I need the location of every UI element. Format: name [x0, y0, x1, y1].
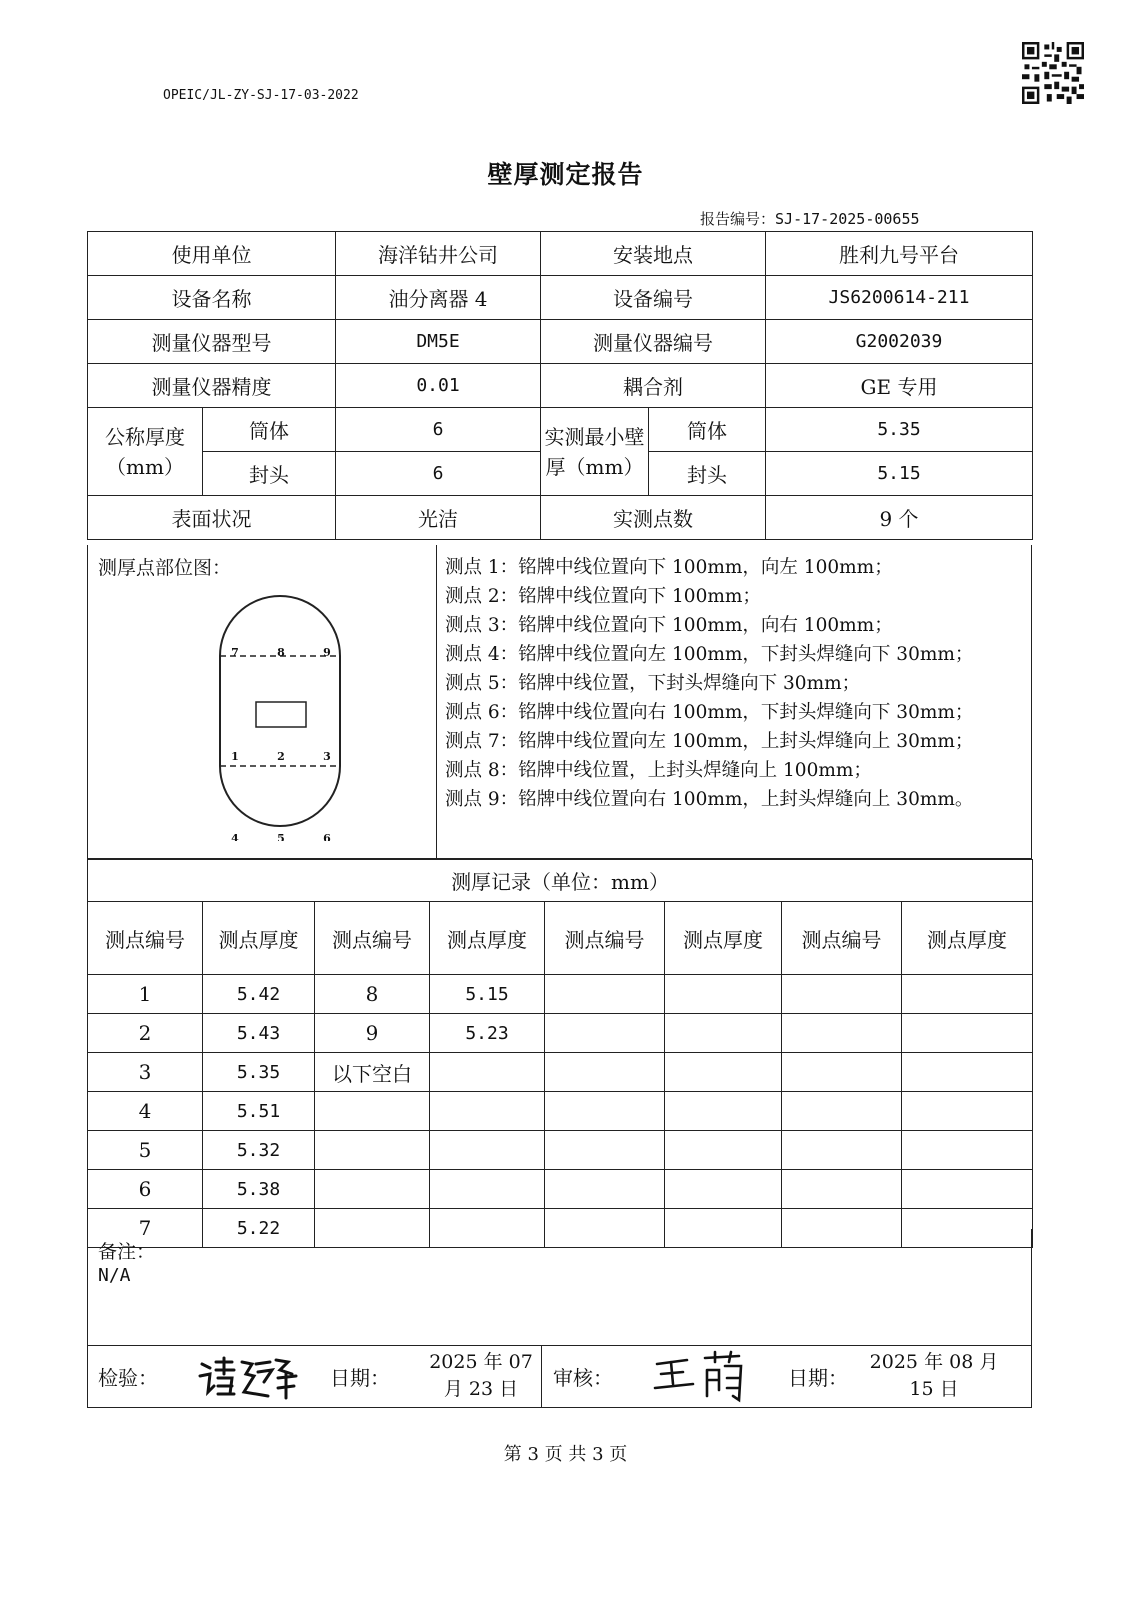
measure-point-8: 测点 8：铭牌中线位置，上封头焊缝向上 100mm；: [445, 760, 872, 781]
table-row: [88, 1131, 1033, 1170]
signature-section: [87, 1346, 1032, 1408]
thickness-cell: 5.38: [203, 1170, 315, 1209]
review-date-label: 日期：: [788, 1366, 848, 1390]
header-thickness: 测点厚度: [203, 902, 315, 975]
record-header-row: [88, 902, 1033, 975]
nominal-shell-value: 6: [336, 408, 541, 452]
measure-point-descriptions: [445, 553, 973, 814]
point-no-cell: [782, 1014, 902, 1053]
instrument-precision-label: 测量仪器精度: [88, 364, 336, 408]
review-date-line2: 15 日: [909, 1378, 959, 1400]
thickness-cell: [902, 1092, 1033, 1131]
surface-label: 表面状况: [88, 496, 336, 540]
nameplate: [256, 702, 306, 727]
thickness-cell: [430, 1170, 545, 1209]
point-label-9: 9: [323, 646, 331, 659]
point-no-cell: 9: [315, 1014, 430, 1053]
measure-point-5: 测点 5：铭牌中线位置，下封头焊缝向下 30mm；: [445, 673, 861, 694]
remarks-section: [87, 1229, 1032, 1346]
diagram-cell: [88, 545, 437, 858]
measurement-location-section: [87, 545, 1032, 859]
diagram-label: 测厚点部位图：: [98, 557, 232, 579]
record-title: 测厚记录（单位：mm）: [88, 860, 1033, 902]
point-no-cell: [545, 1131, 665, 1170]
measure-point-7: 测点 7：铭牌中线位置向左 100mm，上封头焊缝向上 30mm；: [445, 731, 974, 752]
point-no-cell: [315, 1170, 430, 1209]
point-no-cell: [782, 975, 902, 1014]
thickness-cell: 5.51: [203, 1092, 315, 1131]
thickness-cell: [665, 1092, 782, 1131]
thickness-cell: [902, 1131, 1033, 1170]
thickness-record-table: [87, 859, 1033, 1248]
measure-point-3: 测点 3：铭牌中线位置向下 100mm，向右 100mm；: [445, 615, 893, 636]
install-location-value: 胜利九号平台: [766, 232, 1033, 276]
inspect-date-label: 日期：: [330, 1366, 390, 1390]
measure-point-4: 测点 4：铭牌中线位置向左 100mm，下封头焊缝向下 30mm；: [445, 644, 974, 665]
report-number: [700, 208, 920, 229]
thickness-cell: [902, 1170, 1033, 1209]
point-label-6: 6: [323, 832, 331, 841]
instrument-model-label: 测量仪器型号: [88, 320, 336, 364]
table-row: [88, 1053, 1033, 1092]
point-no-cell: [782, 1170, 902, 1209]
thickness-cell: 5.35: [203, 1053, 315, 1092]
report-number-value: SJ-17-2025-00655: [775, 210, 920, 228]
thickness-cell: [665, 975, 782, 1014]
table-row: [88, 1092, 1033, 1131]
thickness-cell: 5.42: [203, 975, 315, 1014]
thickness-cell: [665, 1131, 782, 1170]
instrument-no-label: 测量仪器编号: [541, 320, 766, 364]
page-footer: 第 3 页 共 3 页: [503, 1444, 628, 1465]
equipment-name-value: 油分离器 4: [336, 276, 541, 320]
reviewer-label: 审核：: [553, 1366, 613, 1390]
reviewer-signature: [653, 1350, 753, 1404]
thickness-cell: [430, 1053, 545, 1092]
point-no-cell: 5: [88, 1131, 203, 1170]
measure-point-6: 测点 6：铭牌中线位置向右 100mm，下封头焊缝向下 30mm；: [445, 702, 974, 723]
point-count-label: 实测点数: [541, 496, 766, 540]
remarks-label: 备注：: [98, 1241, 156, 1263]
thickness-cell: [902, 975, 1033, 1014]
point-no-cell: [782, 1092, 902, 1131]
point-no-cell: [545, 975, 665, 1014]
thickness-cell: [902, 1014, 1033, 1053]
thickness-cell: [665, 1170, 782, 1209]
instrument-model-value: DM5E: [336, 320, 541, 364]
inspector-label: 检验：: [98, 1366, 158, 1390]
point-no-cell: [315, 1131, 430, 1170]
header-point-no: 测点编号: [782, 902, 902, 975]
info-row: [88, 496, 1033, 540]
table-row: [88, 1170, 1033, 1209]
inspect-date-line2: 月 23 日: [443, 1378, 519, 1400]
header-thickness: 测点厚度: [665, 902, 782, 975]
remarks-value: N/A: [98, 1265, 131, 1286]
couplant-value: GE 专用: [766, 364, 1033, 408]
min-shell-label: 筒体: [649, 408, 766, 452]
min-head-value: 5.15: [766, 452, 1033, 496]
thickness-cell: [430, 1092, 545, 1131]
point-no-cell: 以下空白: [315, 1053, 430, 1092]
install-location-label: 安装地点: [541, 232, 766, 276]
instrument-precision-value: 0.01: [336, 364, 541, 408]
point-no-cell: [545, 1092, 665, 1131]
header-point-no: 测点编号: [545, 902, 665, 975]
thickness-cell: 5.43: [203, 1014, 315, 1053]
point-no-cell: 8: [315, 975, 430, 1014]
header-point-no: 测点编号: [88, 902, 203, 975]
point-count-value: 9 个: [766, 496, 1033, 540]
thickness-cell: [665, 1053, 782, 1092]
measure-point-9: 测点 9：铭牌中线位置向右 100mm，上封头焊缝向上 30mm。: [445, 789, 974, 810]
point-no-cell: 2: [88, 1014, 203, 1053]
review-date-line1: 2025 年 08 月: [869, 1351, 999, 1373]
inspector-signature: [196, 1352, 304, 1402]
point-label-5: 5: [277, 832, 285, 841]
thickness-cell: [902, 1053, 1033, 1092]
point-no-cell: 3: [88, 1053, 203, 1092]
vessel-diagram: [200, 581, 360, 841]
info-row: [88, 232, 1033, 276]
equipment-no-value: JS6200614-211: [766, 276, 1033, 320]
info-row: [88, 408, 1033, 452]
point-no-cell: 6: [88, 1170, 203, 1209]
report-number-label: 报告编号：: [700, 210, 776, 228]
surface-value: 光洁: [336, 496, 541, 540]
thickness-cell: 5.15: [430, 975, 545, 1014]
point-label-3: 3: [323, 750, 331, 763]
point-no-cell: 7: [88, 1209, 203, 1248]
thickness-cell: 5.32: [203, 1131, 315, 1170]
record-title-row: [88, 860, 1033, 902]
point-no-cell: [315, 1092, 430, 1131]
document-code: OPEIC/JL-ZY-SJ-17-03-2022: [163, 88, 359, 103]
info-row: [88, 364, 1033, 408]
point-no-cell: [545, 1053, 665, 1092]
thickness-cell: 5.23: [430, 1014, 545, 1053]
signature-divider: [541, 1346, 542, 1407]
info-row: [88, 320, 1033, 364]
table-row: [88, 1014, 1033, 1053]
min-head-label: 封头: [649, 452, 766, 496]
min-shell-value: 5.35: [766, 408, 1033, 452]
point-no-cell: [782, 1053, 902, 1092]
record-rows: [88, 975, 1033, 1248]
header-thickness: 测点厚度: [902, 902, 1033, 975]
point-no-cell: 4: [88, 1092, 203, 1131]
measure-point-1: 测点 1：铭牌中线位置向下 100mm，向左 100mm；: [445, 557, 893, 578]
point-no-cell: [782, 1131, 902, 1170]
instrument-no-value: G2002039: [766, 320, 1033, 364]
nominal-thickness-label: 公称厚度（mm）: [88, 408, 203, 496]
min-thickness-label: 实测最小壁厚（mm）: [541, 408, 649, 496]
nominal-head-value: 6: [336, 452, 541, 496]
nominal-shell-label: 筒体: [203, 408, 336, 452]
equipment-no-label: 设备编号: [541, 276, 766, 320]
point-label-4: 4: [231, 832, 239, 841]
user-unit-label: 使用单位: [88, 232, 336, 276]
info-table: [87, 231, 1033, 540]
point-no-cell: [545, 1014, 665, 1053]
equipment-name-label: 设备名称: [88, 276, 336, 320]
header-thickness: 测点厚度: [430, 902, 545, 975]
point-label-1: 1: [231, 750, 239, 763]
report-title: 壁厚测定报告: [487, 160, 644, 189]
measure-point-2: 测点 2：铭牌中线位置向下 100mm；: [445, 586, 761, 607]
point-no-cell: 1: [88, 975, 203, 1014]
review-date: [864, 1349, 1004, 1403]
header-point-no: 测点编号: [315, 902, 430, 975]
point-label-7: 7: [231, 646, 239, 659]
thickness-cell: [665, 1014, 782, 1053]
table-row: [88, 975, 1033, 1014]
point-label-2: 2: [277, 750, 285, 763]
thickness-cell: [430, 1131, 545, 1170]
point-label-8: 8: [277, 646, 285, 659]
nominal-head-label: 封头: [203, 452, 336, 496]
inspect-date-line1: 2025 年 07: [429, 1351, 533, 1373]
point-no-cell: [545, 1170, 665, 1209]
info-row: [88, 276, 1033, 320]
thickness-cell: 5.22: [203, 1209, 315, 1248]
couplant-label: 耦合剂: [541, 364, 766, 408]
inspect-date: [406, 1349, 556, 1403]
qr-code: [1022, 42, 1084, 104]
user-unit-value: 海洋钻井公司: [336, 232, 541, 276]
